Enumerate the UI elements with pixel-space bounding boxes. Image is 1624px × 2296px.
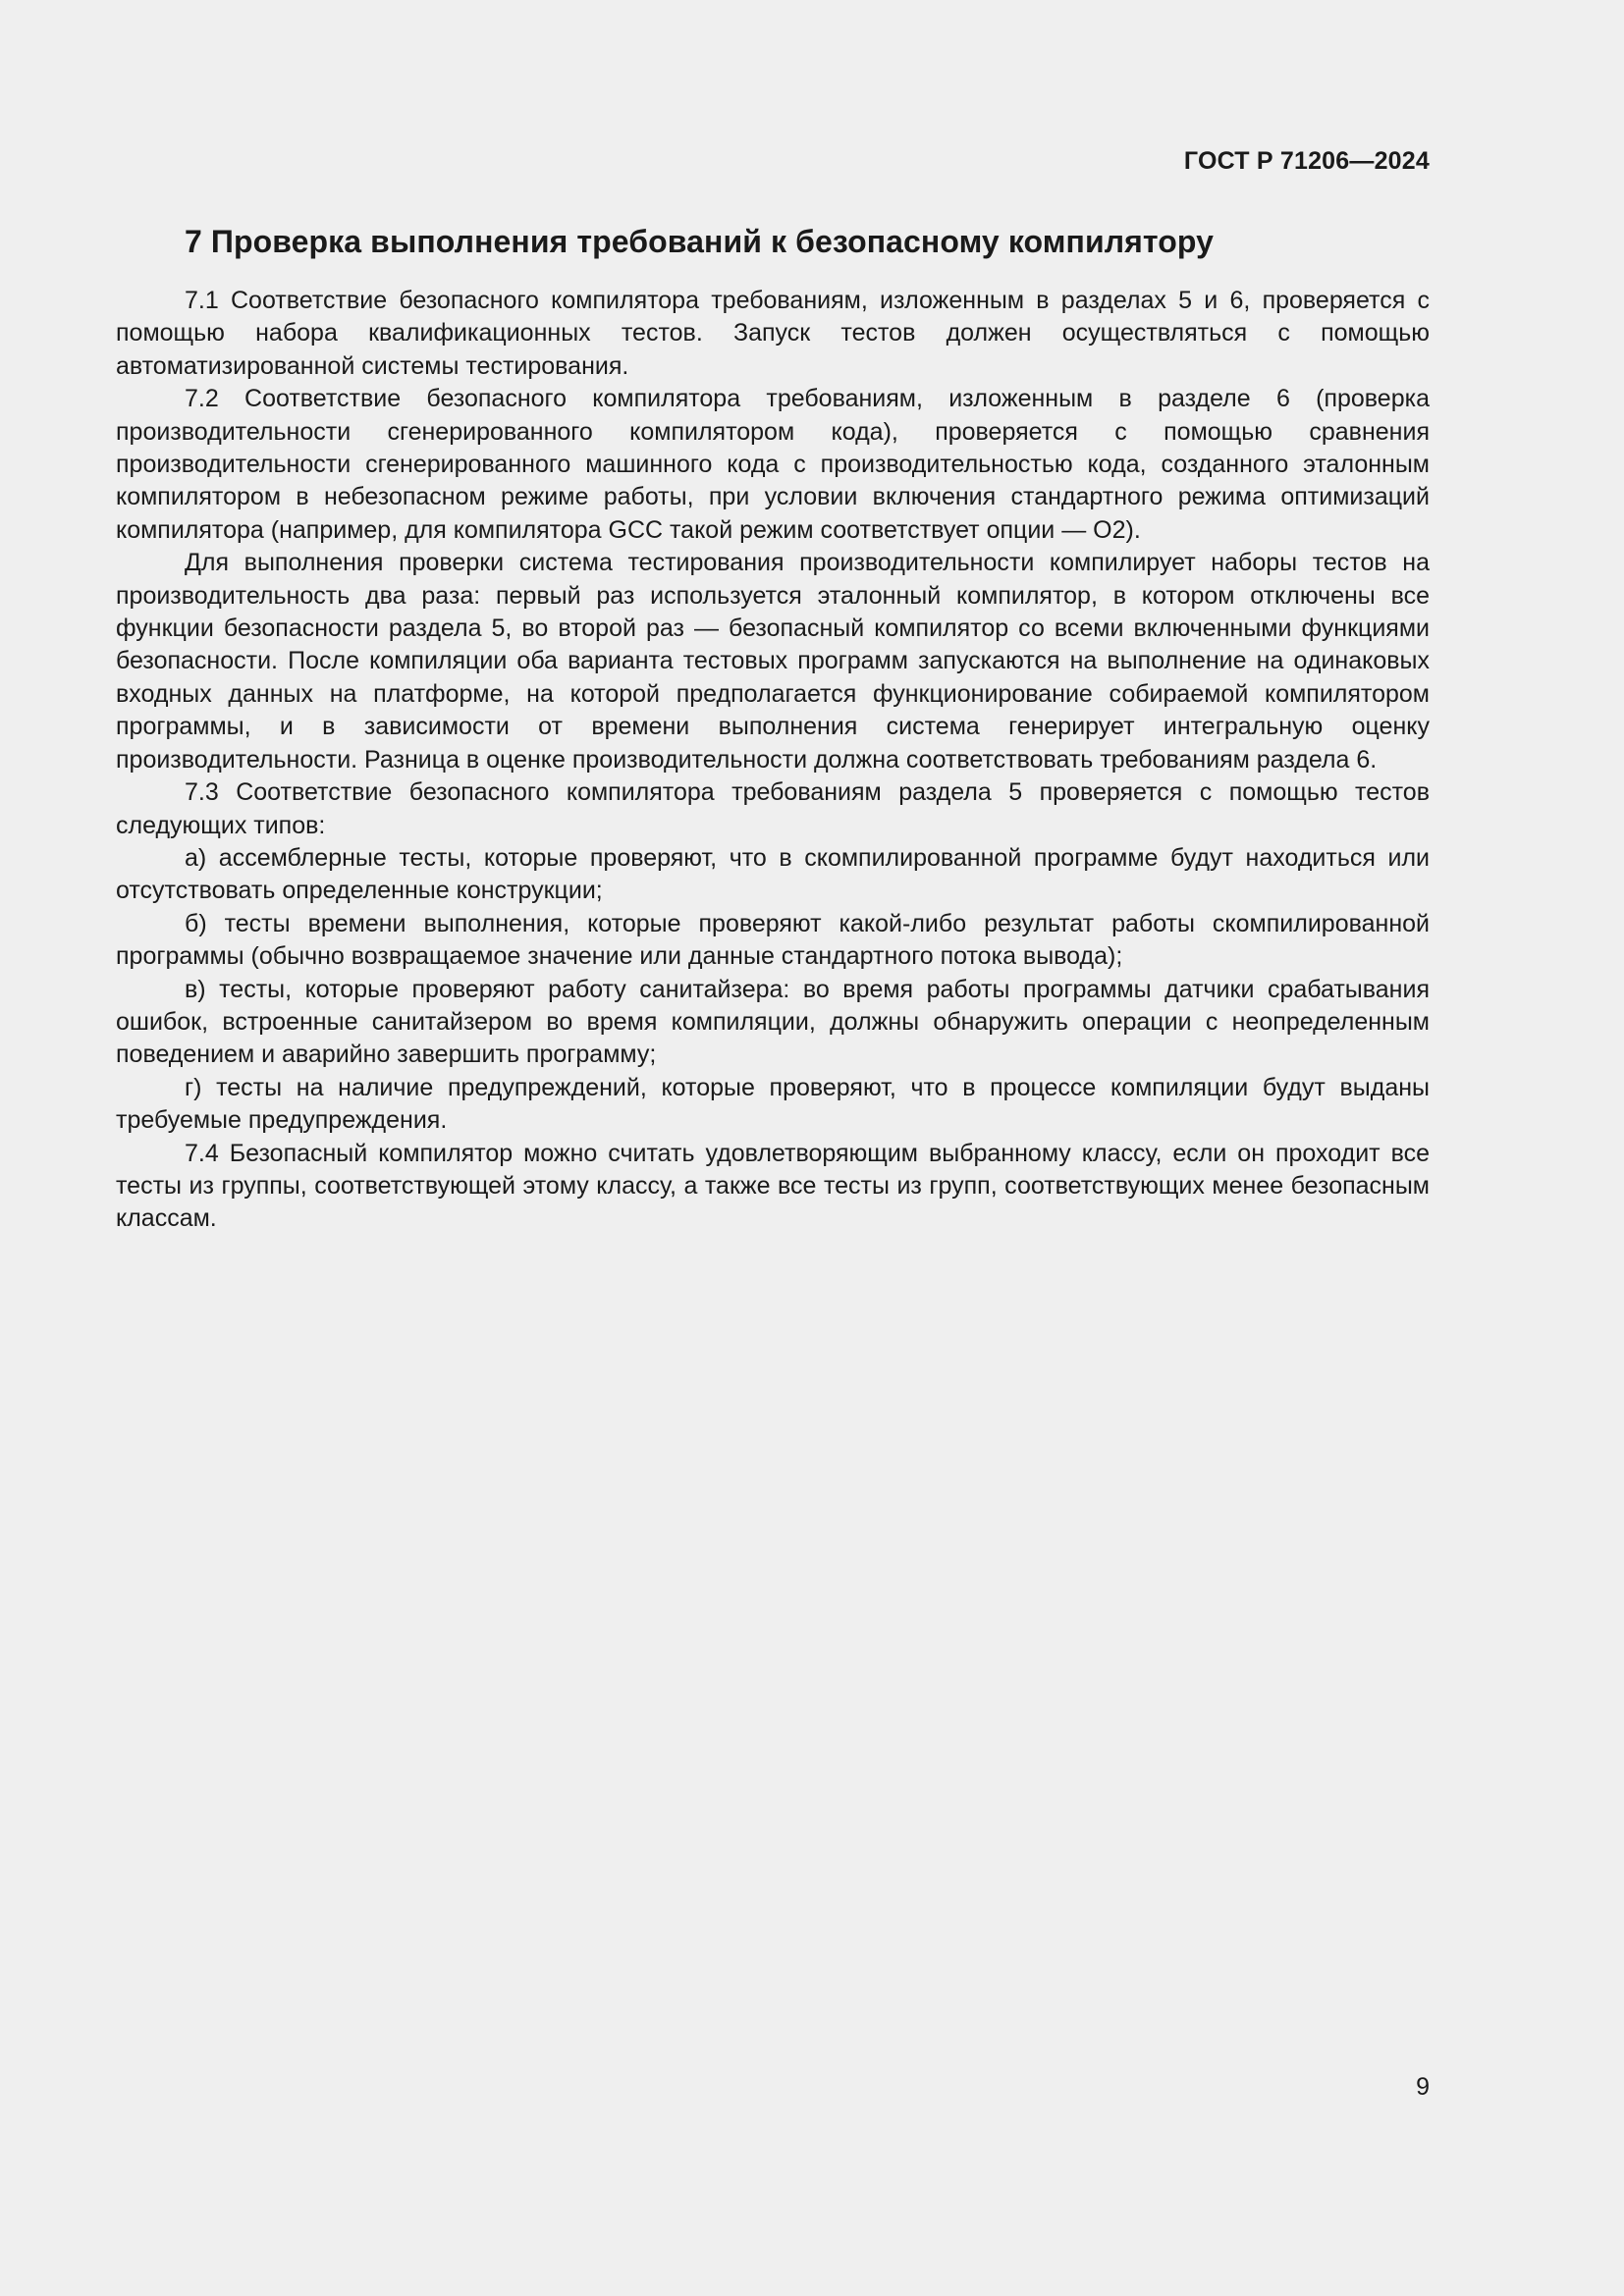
- list-item-b: б) тесты времени выполнения, которые проверяют какой-либо результат работы скомпилированной программы (обычно возвращаемое значение или данные стандартного потока вывода);: [116, 909, 1430, 971]
- section-title: 7 Проверка выполнения требований к безопасному компилятору: [185, 224, 1215, 259]
- document-code: ГОСТ Р 71206—2024: [1183, 147, 1430, 175]
- list-item-g: г) тесты на наличие предупреждений, которые проверяют, что в процессе компиляции будут выданы требуемые предупреждения.: [116, 1073, 1430, 1135]
- paragraph-7-4: 7.4 Безопасный компилятор можно считать удовлетворяющим выбранному классу, если он проходит все тесты из группы, соответствующей этому классу, а также все тесты из групп, соответствующих менее безопасным классам.: [116, 1139, 1430, 1233]
- section-body: [116, 285, 1430, 1236]
- page-number: 9: [1416, 2073, 1430, 2101]
- paragraph-7-2-continued: Для выполнения проверки система тестирования производительности компилирует наборы тестов на производительность два раза: первый раз используется эталонный компилятор, в котором отключены все функции безопасности раздела 5, во второй раз — безопасный компилятор со всеми включенными функциями безопасности. После компиляции оба варианта тестовых программ запускаются на выполнение на одинаковых входных данных на платформе, на которой предполагается функционирование собираемой компилятором программы, и в зависимости от времени выполнения система генерирует интегральную оценку производительности. Разница в оценке производительности должна соответствовать требованиям раздела 6.: [116, 549, 1430, 774]
- paragraph-7-1: 7.1 Соответствие безопасного компилятора требованиям, изложенным в разделах 5 и 6, проверяется с помощью набора квалификационных тестов. Запуск тестов должен осуществляться с помощью автоматизированной системы тестирования.: [116, 287, 1430, 380]
- list-item-v: в) тесты, которые проверяют работу санитайзера: во время работы программы датчики срабатывания ошибок, встроенные санитайзером во время компиляции, должны обнаружить операции с неопределенным поведением и аварийно завершить программу;: [116, 975, 1430, 1069]
- paragraph-7-2: 7.2 Соответствие безопасного компилятора требованиям, изложенным в разделе 6 (проверка производительности сгенерированного компилятором кода), проверяется с помощью сравнения производительности сгенерированного машинного кода с производительностью кода, созданного эталонным компилятором в небезопасном режиме работы, при условии включения стандартного режима оптимизаций компилятора (например, для компилятора GCC такой режим соответствует опции — O2).: [116, 385, 1430, 544]
- list-item-a: а) ассемблерные тесты, которые проверяют, что в скомпилированной программе будут находиться или отсутствовать определенные конструкции;: [116, 843, 1430, 905]
- paragraph-7-3: 7.3 Соответствие безопасного компилятора требованиям раздела 5 проверяется с помощью тестов следующих типов:: [116, 778, 1430, 839]
